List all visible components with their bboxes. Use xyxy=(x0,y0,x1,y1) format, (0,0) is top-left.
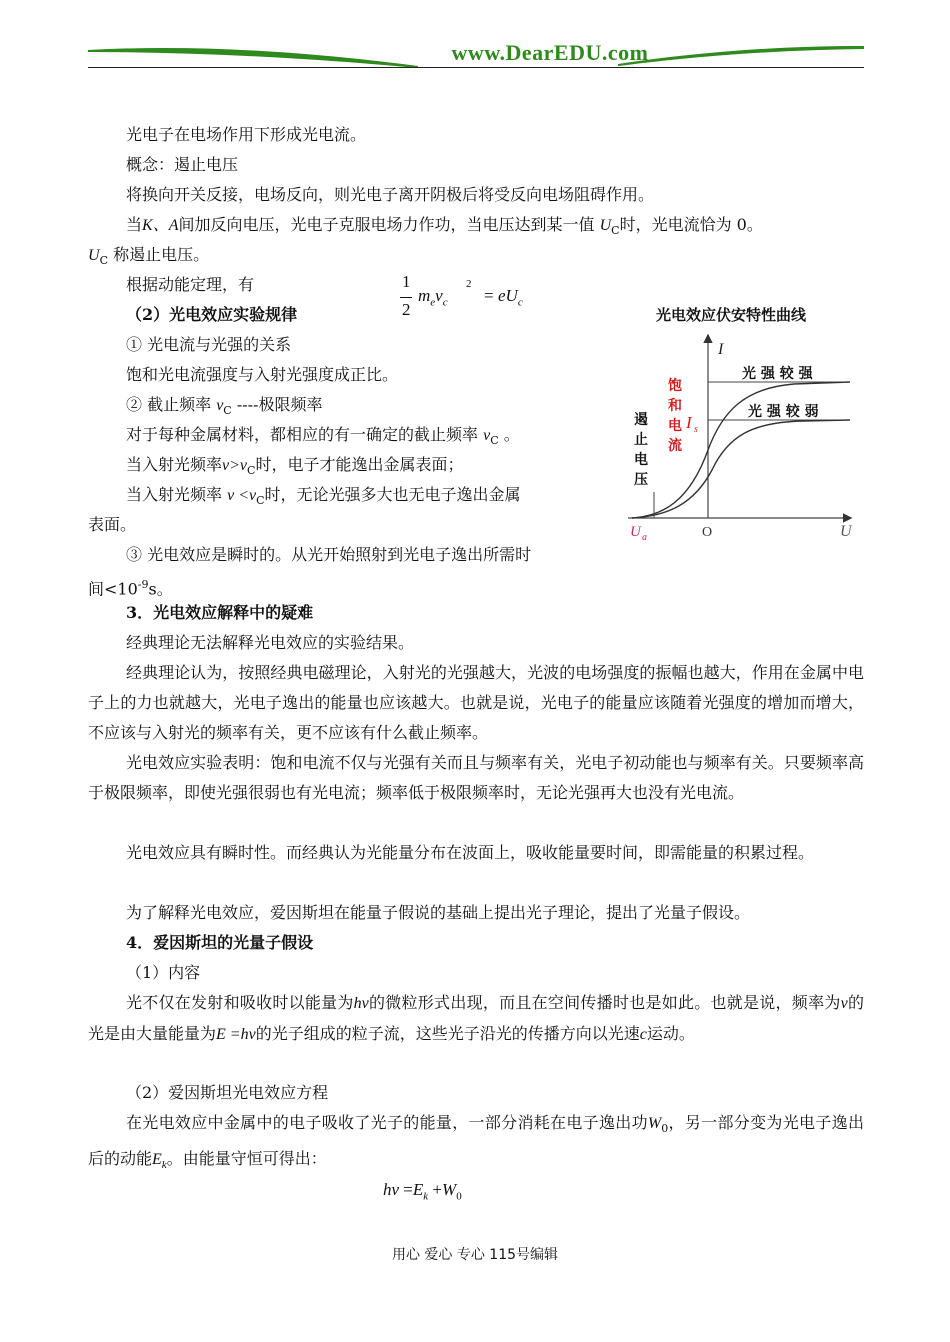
text-span: 当入射光频率 xyxy=(126,485,223,504)
equals-sign: = xyxy=(403,1180,413,1199)
saturation-char: 流 xyxy=(668,438,682,454)
text-span: 。由能量守恒可得出： xyxy=(166,1149,327,1169)
symbol-m: m xyxy=(418,286,431,305)
text-span: 当 xyxy=(126,215,143,234)
chart-title: 光电效应伏安特性曲线 xyxy=(656,306,807,324)
text-line: 根据动能定理，有 xyxy=(126,275,255,294)
formula-eu xyxy=(498,286,523,308)
section-heading: 3．光电效应解释中的疑难 xyxy=(126,603,314,622)
text-span: 的光是由大量能量为 xyxy=(88,993,864,1043)
subscript: C xyxy=(99,254,108,268)
stopping-char: 电 xyxy=(634,452,648,468)
fraction-bar xyxy=(400,297,412,298)
symbol-ka: K、A xyxy=(142,217,179,234)
symbol-nu: ν <ν xyxy=(227,487,257,504)
text-line: 概念：遏止电压 xyxy=(126,155,239,174)
text-span: 的微粒形式出现，而且在空间传播时也是如此。也就是说，频率为 xyxy=(368,993,841,1012)
text-span: 的光子组成的粒子流，这些光子沿光的传播方向以光速 xyxy=(255,1024,640,1043)
curve-strong xyxy=(632,382,850,518)
text-span: ② 截止频率 xyxy=(126,395,212,414)
symbol-hv: hν xyxy=(353,995,369,1012)
stopping-char: 遏 xyxy=(634,412,648,428)
origin-label: O xyxy=(702,525,713,540)
text-span: 间加反向电压，光电子克服电场力作功，当电压达到某一值 xyxy=(178,215,595,234)
page-header xyxy=(88,38,864,70)
symbol-nu: ν xyxy=(216,397,224,414)
text-line: 饱和光电流强度与入射光强度成正比。 xyxy=(126,365,399,384)
text-line: ① 光电流与光强的关系 xyxy=(126,335,292,354)
subscript: 0 xyxy=(456,1190,462,1203)
stopping-char: 止 xyxy=(634,432,648,448)
label-weak: 光 强 较 弱 xyxy=(748,404,819,420)
text-span: ，另一部分变为光电子逸出后的动能 xyxy=(88,1113,864,1169)
ua-label-sub: a xyxy=(642,532,647,543)
formula-numerator: 1 xyxy=(402,272,411,291)
x-axis-label: U xyxy=(840,523,852,540)
text-span: s。 xyxy=(148,579,173,599)
subscript: c xyxy=(442,296,448,309)
saturation-symbol: I xyxy=(686,413,692,432)
subsection-heading: （1）内容 xyxy=(126,963,201,982)
formula-denominator: 2 xyxy=(402,300,411,319)
curve-weak xyxy=(632,420,850,518)
section-heading: （2）光电效应实验规律 xyxy=(126,305,298,324)
saturation-char: 电 xyxy=(668,418,682,434)
y-axis-label: I xyxy=(718,341,724,358)
text-span: 时，无论光强多大也无电子逸出金属 xyxy=(264,485,521,504)
symbol-e-hv: E =hν xyxy=(216,1026,256,1043)
text-span: ----极限频率 xyxy=(236,395,323,414)
symbol-w: W xyxy=(442,1180,457,1199)
text-line: 表面。 xyxy=(88,515,137,534)
symbol-nu: ν xyxy=(483,427,491,444)
subscript: C xyxy=(611,224,620,238)
text-span: 光不仅在发射和吸收时以能量为 xyxy=(126,993,354,1012)
paragraph xyxy=(88,988,864,1050)
subscript: C xyxy=(256,494,265,508)
paragraph: 光电效应实验表明：饱和电流不仅与光强有关而且与频率有关，光电子初动能也与频率有关。只要频率高于极限频率，即使光强很弱也有光电流；频率低于极限频率时，无论光强再大也没有光电流。 xyxy=(88,753,864,802)
symbol-nu: ν xyxy=(840,995,848,1012)
paragraph xyxy=(88,1108,864,1180)
text-span: 当入射光频率 xyxy=(126,455,223,474)
subscript: C xyxy=(223,404,232,418)
text-line: 将换向开关反接，电场反向，则光电子离开阴极后将受反向电场阻碍作用。 xyxy=(126,185,655,204)
saturation-symbol-sub: s xyxy=(694,424,698,435)
page-footer: 用心 爱心 专心 115号编辑 xyxy=(391,1247,559,1263)
text-line: 经典理论无法解释光电效应的实验结果。 xyxy=(126,633,415,652)
section-heading: 4．爱因斯坦的光量子假设 xyxy=(126,933,314,952)
text-line: ③ 光电效应是瞬时的。从光开始照射到光电子逸出所需时 xyxy=(126,545,532,564)
superscript: 2 xyxy=(466,278,472,290)
symbol-u: U xyxy=(88,247,100,264)
text-span: 在光电效应中金属中的电子吸收了光子的能量，一部分消耗在电子逸出功 xyxy=(126,1113,648,1132)
plus-sign: + xyxy=(432,1180,443,1199)
subscript: C xyxy=(247,464,256,478)
symbol-u: U xyxy=(599,217,612,234)
symbol-nu: ν>ν xyxy=(222,457,248,474)
text-line xyxy=(126,480,521,516)
text-span: 。 xyxy=(503,425,520,444)
text-span: 间<10 xyxy=(88,579,138,599)
einstein-equation xyxy=(383,1180,462,1202)
text-span: 时，电子才能逸出金属表面； xyxy=(255,455,464,474)
subscript: c xyxy=(517,296,523,309)
text-span: 称遏止电压。 xyxy=(113,245,210,264)
symbol-hv: hν xyxy=(383,1180,400,1199)
subscript: C xyxy=(490,434,499,448)
equals-sign: = xyxy=(484,286,494,305)
symbol-w: W xyxy=(647,1115,662,1132)
saturation-char: 和 xyxy=(668,398,682,414)
text-line xyxy=(126,210,763,246)
iv-curve-svg xyxy=(624,300,860,546)
paragraph: 经典理论认为，按照经典电磁理论，入射光的光强越大，光波的电场强度的振幅也越大，作用在金属中电子上的力也就越大，光电子逸出的能量也应该越大。也就是说，光电子的能量应该随着光强度的增加而增大，不应该与入射光的频率有关，更不应该有什么截止频率。 xyxy=(88,663,864,742)
kinetic-energy-formula xyxy=(398,272,548,330)
text-span: 对于每种金属材料，都相应的有一确定的截止频率 xyxy=(126,425,479,444)
symbol-eu: eU xyxy=(498,286,518,305)
subsection-heading: （2）爱因斯坦光电效应方程 xyxy=(126,1083,329,1102)
subscript: 0 xyxy=(661,1122,669,1136)
subscript: k xyxy=(423,1190,429,1203)
label-strong: 光 强 较 强 xyxy=(742,366,813,382)
symbol-v: v xyxy=(435,286,443,305)
saturation-char: 饱 xyxy=(668,378,682,394)
symbol-e: E xyxy=(152,1151,162,1169)
stopping-char: 压 xyxy=(634,472,648,488)
text-span: 时，光电流恰为 0。 xyxy=(619,215,763,234)
site-logo-text: www.DearEDU.com xyxy=(451,40,649,65)
header-rule xyxy=(88,67,864,68)
superscript: -9 xyxy=(137,578,149,591)
symbol-c: c xyxy=(639,1026,647,1043)
subscript: e xyxy=(430,296,436,309)
text-line: 光电子在电场作用下形成光电流。 xyxy=(126,125,367,144)
formula-mv xyxy=(418,286,448,308)
iv-curve-figure xyxy=(624,300,860,546)
text-line: 为了解释光电效应，爱因斯坦在能量子假说的基础上提出光子理论，提出了光量子假设。 xyxy=(126,903,751,922)
ua-label: U xyxy=(630,524,641,540)
symbol-e: E xyxy=(412,1180,424,1199)
text-span: 运动。 xyxy=(646,1024,695,1043)
paragraph: 光电效应具有瞬时性。而经典认为光能量分布在波面上，吸收能量要时间，即需能量的积累过程。 xyxy=(126,843,815,862)
subscript: k xyxy=(161,1159,167,1172)
